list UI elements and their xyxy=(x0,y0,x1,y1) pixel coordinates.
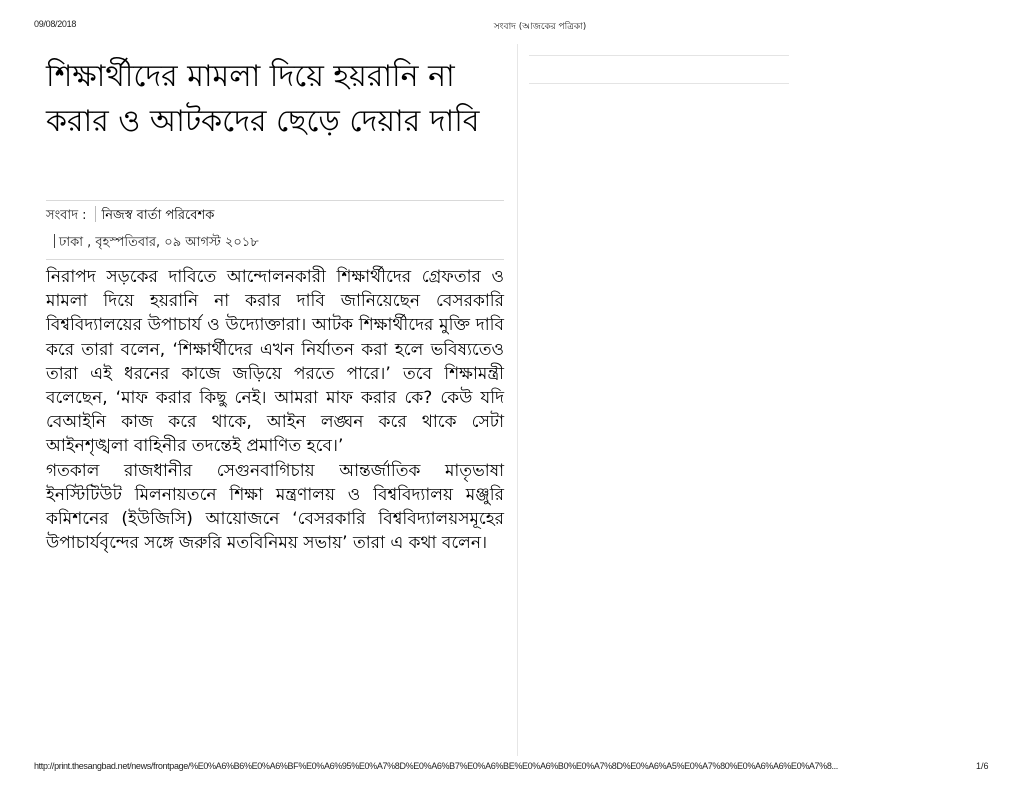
article-body xyxy=(46,265,504,555)
byline-source-label: সংবাদ : xyxy=(46,208,87,223)
byline-separator xyxy=(95,206,96,222)
article-headline: শিক্ষার্থীদের মামলা দিয়ে হয়রানি না করার ও আটকদের ছেড়ে দেয়ার দাবি xyxy=(46,59,480,139)
byline-author: নিজস্ব বার্তা পরিবেশক xyxy=(101,208,215,223)
article-paragraph: গতকাল রাজধানীর সেগুনবাগিচায় আন্তর্জাতিক মাতৃভাষা ইনস্টিটিউট মিলনায়তনে শিক্ষা মন্ত্রণালয় ও বিশ্ববিদ্যালয় মঞ্জুরি কমিশনের (ইউজিসি) আয়োজনে ‘বেসরকারি বিশ্ববিদ্যালয়সমূহের উপাচার্যবৃন্দের সঙ্গে জরুরি মতবিনিময় সভায়’ তারা এ কথা বলেন। xyxy=(46,460,504,554)
page-break-cut-text xyxy=(46,748,246,754)
sidebar-divider-bottom xyxy=(529,83,789,84)
print-date: 09/08/2018 xyxy=(34,19,77,29)
print-source-url: http://print.thesangbad.net/news/frontpage/%E0%A6%B6%E0%A6%BF%E0%A6%95%E0%A7%8D%E0%A6%B7%E0%A6%BE%E0%A6%B0%E0%A7%8D%E0%A6%A5%E0%A7%80%E0%A6%A6%E0%A7%8... xyxy=(34,761,838,771)
print-page-number: 1/6 xyxy=(976,761,989,771)
article-paragraph: নিরাপদ সড়কের দাবিতে আন্দোলনকারী শিক্ষার্থীদের গ্রেফতার ও মামলা দিয়ে হয়রানি না করার দাবি জানিয়েছেন বেসরকারি বিশ্ববিদ্যালয়ের উপাচার্য ও উদ্যোক্তারা। আটক শিক্ষার্থীদের মুক্তি দাবি করে তারা বলেন, ‘শিক্ষার্থীদের এখন নির্যাতন করা হলে ভবিষ্যতেও তারা এই ধরনের কাজে জড়িয়ে পরতে পারে।’ তবে শিক্ষামন্ত্রী বলেছেন, ‘মাফ করার কিছু নেই। আমরা মাফ করার কে? কেউ যদি বেআইনি কাজ করে থাকে, আইন লঙ্ঘন করে থাকে সেটা আইনশৃঙ্খলা বাহিনীর তদন্তেই প্রমাণিত হবে।’ xyxy=(46,267,504,457)
sidebar-divider-top xyxy=(529,55,789,56)
dateline-separator xyxy=(54,234,55,248)
dateline-text: ঢাকা , বৃহস্পতিবার, ০৯ আগস্ট ২০১৮ xyxy=(59,235,259,250)
byline-top-rule xyxy=(46,200,504,201)
column-divider xyxy=(517,44,518,756)
byline-bottom-rule xyxy=(46,259,504,260)
article-byline xyxy=(46,206,214,226)
article-dateline xyxy=(54,234,259,252)
print-page-title: সংবাদ (আজকের পত্রিকা) xyxy=(493,22,587,32)
